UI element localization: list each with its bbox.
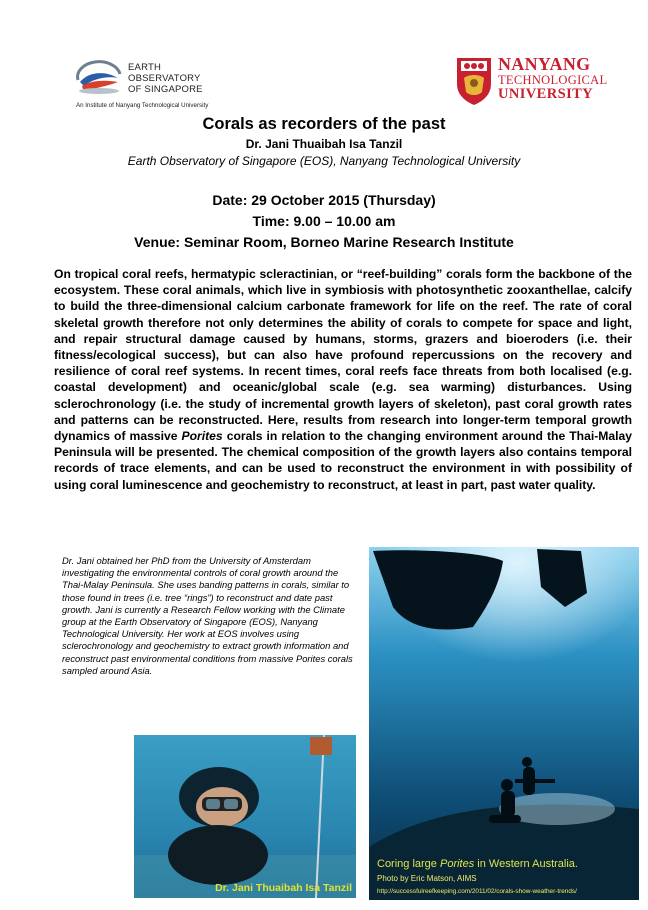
event-time: Time: 9.00 – 10.00 am bbox=[252, 213, 396, 229]
coring-photo bbox=[369, 547, 639, 900]
ntu-logo-text bbox=[498, 56, 607, 102]
ntu-line3: UNIVERSITY bbox=[498, 86, 594, 102]
event-venue: Venue: Seminar Room, Borneo Marine Research Institute bbox=[134, 234, 514, 250]
abstract-text-1: On tropical coral reefs, hermatypic scleractinian, or “reef-building” corals form the backbone of the ecosystem. These coral animals, which live in symbiosis with photosynthetic zooxanthellae, calcify to build the three-dimensional calcium carbonate framework for life on the reef. The rate of coral skeletal growth therefore not only determines the ability of corals to compete for space and light, and repair structural damage caused by humans, storms, grazers and bioeroders (i.e. their fitness/ecological success), but can also have profound repercussions on the recovery and resilience of coral reef systems. In recent times, coral reefs face threats from both localised (e.g. coastal development) and oceanic/global scale (e.g. sea warming) disturbances. Using sclerochronology (i.e. the study of incremental growth layers of skeleton), past coral growth rates and patterns can be reconstructed. Here, results from research into longer-term temporal growth dynamics of massive bbox=[54, 267, 632, 444]
abstract-italic-porites: Porites bbox=[181, 429, 223, 444]
event-date: Date: 29 October 2015 (Thursday) bbox=[212, 192, 436, 208]
eos-logo-text bbox=[128, 62, 203, 95]
eos-line3: OF SINGAPORE bbox=[128, 84, 203, 95]
ntu-line2: TECHNOLOGICAL bbox=[498, 73, 608, 87]
ntu-logo bbox=[455, 56, 620, 110]
diver-photo-caption: Dr. Jani Thuaibah Isa Tanzil bbox=[215, 882, 352, 894]
speaker-photo bbox=[134, 735, 356, 898]
coring-caption-a: Coring large bbox=[377, 858, 440, 870]
ntu-crest-icon bbox=[455, 56, 493, 106]
eos-line1: EARTH bbox=[128, 62, 162, 73]
eos-line2: OBSERVATORY bbox=[128, 73, 201, 84]
coring-photo-credit: Photo by Eric Matson, AIMS bbox=[377, 874, 477, 883]
diver-photo-image bbox=[134, 735, 356, 898]
speaker-bio: Dr. Jani obtained her PhD from the University of Amsterdam investigating the environmental controls of coral growth around the Thai-Malay Peninsula. She uses banding patterns in corals, similar to those found in trees (i.e. tree “rings”) to reconstruct and date past growth. Jani is currently a Research Fellow working with the Climate group at the Earth Observatory of Singapore (EOS), Nanyang Technological University. Her work at EOS involves using sclerochronology and geochemistry to extract growth information and reconstruct past environmental conditions from massive Porites corals sampled around Asia. bbox=[62, 555, 353, 676]
eos-logo bbox=[74, 56, 274, 112]
speaker-affiliation: Earth Observatory of Singapore (EOS), Nanyang Technological University bbox=[127, 154, 521, 168]
speaker-name: Dr. Jani Thuaibah Isa Tanzil bbox=[245, 137, 403, 151]
coring-caption bbox=[377, 858, 578, 870]
coring-caption-b: in Western Australia. bbox=[474, 858, 578, 870]
abstract-text-2: corals in relation to the changing environment around the Thai-Malay Peninsula will be presented. The chemical composition of the growth layers also contains temporal records of trace elements, and can be used to reconstruct the environment in with possibility of using coral luminescence and geochemistry to reconstruct, at least in part, past water quality. bbox=[54, 429, 632, 492]
coring-photo-image bbox=[369, 547, 639, 900]
coring-photo-url: http://successfulreefkeeping.com/2011/02/corals-show-weather-trends/ bbox=[377, 888, 577, 895]
coring-caption-italic: Porites bbox=[439, 858, 475, 870]
talk-title: Corals as recorders of the past bbox=[202, 115, 446, 133]
abstract-paragraph bbox=[54, 266, 632, 493]
eos-emblem-icon bbox=[74, 58, 124, 96]
ntu-line1: NANYANG bbox=[498, 54, 591, 74]
eos-subtitle: An Institute of Nanyang Technological University bbox=[76, 102, 209, 109]
